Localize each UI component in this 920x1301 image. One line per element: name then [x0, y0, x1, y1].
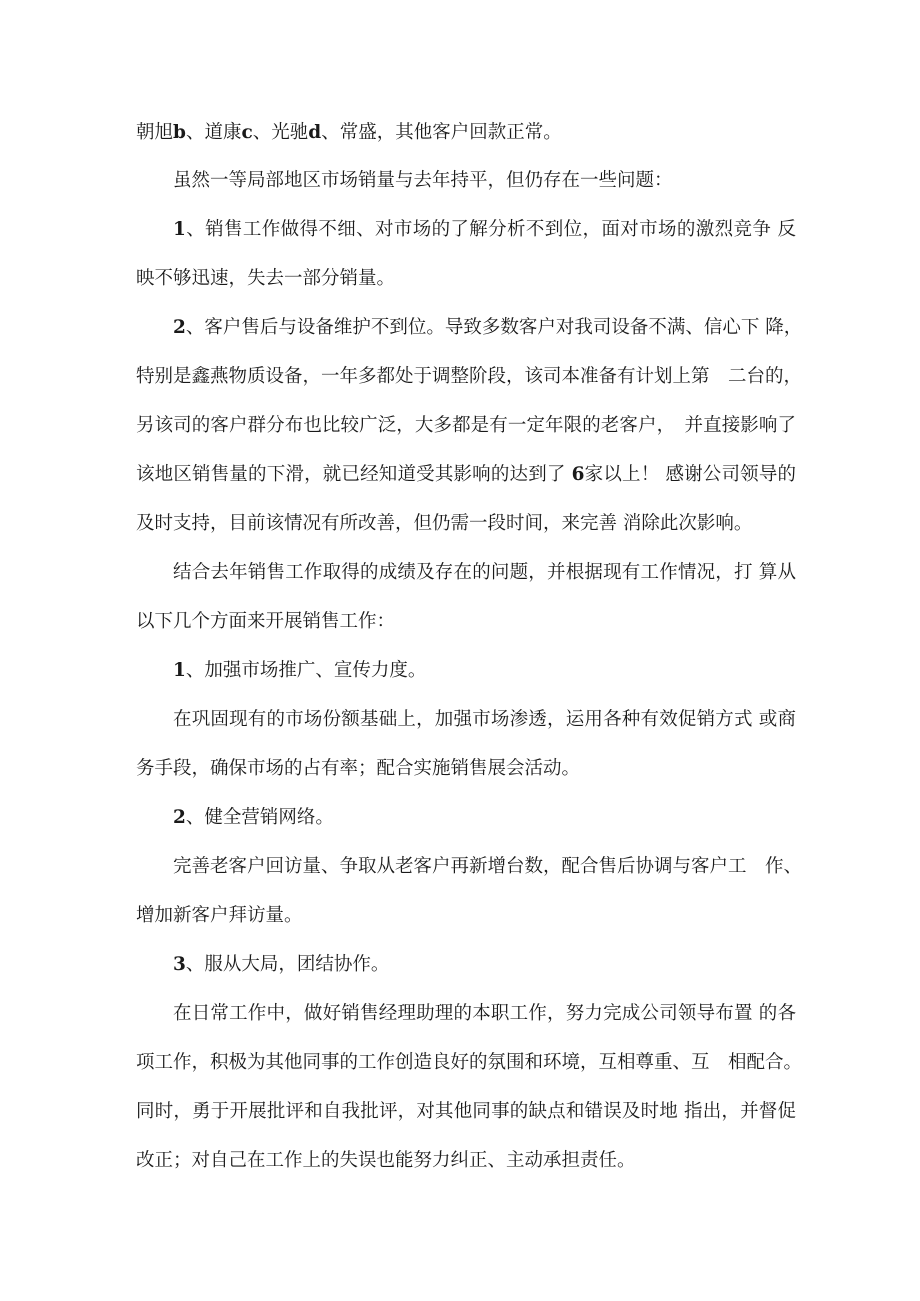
- paragraph-line: 在日常工作中，做好销售经理助理的本职工作，努力完成公司领导布置 的各: [173, 1003, 796, 1024]
- section-heading-1: [173, 658, 796, 684]
- bold-letter: d: [308, 122, 322, 143]
- bold-number: 6: [571, 464, 585, 485]
- paragraph-line: 在巩固现有的市场份额基础上，加强市场渗透，运用各种有效促销方式 或商: [173, 709, 796, 730]
- text-run: 、光驰: [252, 122, 309, 143]
- paragraph-line: 同时，勇于开展批评和自我批评，对其他同事的缺点和错误及时地 指出，并督促: [136, 1101, 796, 1122]
- list-item-2: [173, 315, 803, 341]
- paragraph-line: [136, 120, 796, 146]
- list-item-1: [173, 217, 796, 243]
- paragraph-line: 务手段，确保市场的占有率；配合实施销售展会活动。: [136, 758, 581, 779]
- paragraph-line: 项工作，积极为其他同事的工作创造良好的氛围和环境，互相尊重、互 相配合。: [136, 1052, 803, 1073]
- text-run: 家以上！ 感谢公司领导的: [584, 464, 796, 485]
- section-heading-2: [173, 805, 796, 831]
- paragraph-line: 特别是鑫燕物质设备，一年多都处于调整阶段，该司本准备有计划上第 二台的，: [136, 366, 803, 387]
- paragraph-line: 改正；对自己在工作上的失误也能努力纠正、主动承担责任。: [136, 1150, 636, 1171]
- paragraph-line: 另该司的客户群分布也比较广泛，大多都是有一定年限的老客户， 并直接影响了: [136, 415, 796, 436]
- text-run: 、加强市场推广、宣传力度。: [185, 660, 427, 681]
- text-run: 、销售工作做得不细、对市场的了解分析不到位，面对市场的激烈竞争 反: [185, 219, 796, 240]
- text-run: 、客户售后与设备维护不到位。导致多数客户对我司设备不满、信心下 降，: [185, 317, 803, 338]
- text-run: 、健全营销网络。: [185, 807, 334, 828]
- paragraph-line: 及时支持，目前该情况有所改善，但仍需一段时间，来完善 消除此次影响。: [136, 513, 753, 534]
- item-number: 2: [173, 807, 186, 828]
- bold-letter: b: [173, 122, 186, 143]
- bold-letter: c: [241, 122, 253, 143]
- item-number: 2: [173, 317, 186, 338]
- paragraph-line: 映不够迅速，失去一部分销量。: [136, 268, 396, 289]
- text-run: 该地区销售量的下滑，就已经知道受其影响的达到了: [136, 464, 572, 485]
- text-run: 、服从大局，团结协作。: [185, 954, 390, 975]
- paragraph-line: 增加新客户拜访量。: [136, 905, 303, 926]
- item-number: 1: [173, 219, 186, 240]
- paragraph-line: 以下几个方面来开展销售工作：: [136, 611, 396, 632]
- item-number: 1: [173, 660, 186, 681]
- paragraph-line: 虽然一等局部地区市场销量与去年持平，但仍存在一些问题：: [173, 170, 673, 191]
- text-run: 朝旭: [136, 122, 174, 143]
- paragraph-line: [136, 462, 796, 488]
- paragraph-line: 完善老客户回访量、争取从老客户再新增台数，配合售后协调与客户工 作、: [173, 856, 803, 877]
- text-run: 、常盛，其他客户回款正常。: [321, 122, 562, 143]
- text-run: 、道康: [185, 122, 242, 143]
- section-heading-3: [173, 952, 796, 978]
- item-number: 3: [173, 954, 186, 975]
- paragraph-line: 结合去年销售工作取得的成绩及存在的问题，并根据现有工作情况，打 算从: [173, 562, 796, 583]
